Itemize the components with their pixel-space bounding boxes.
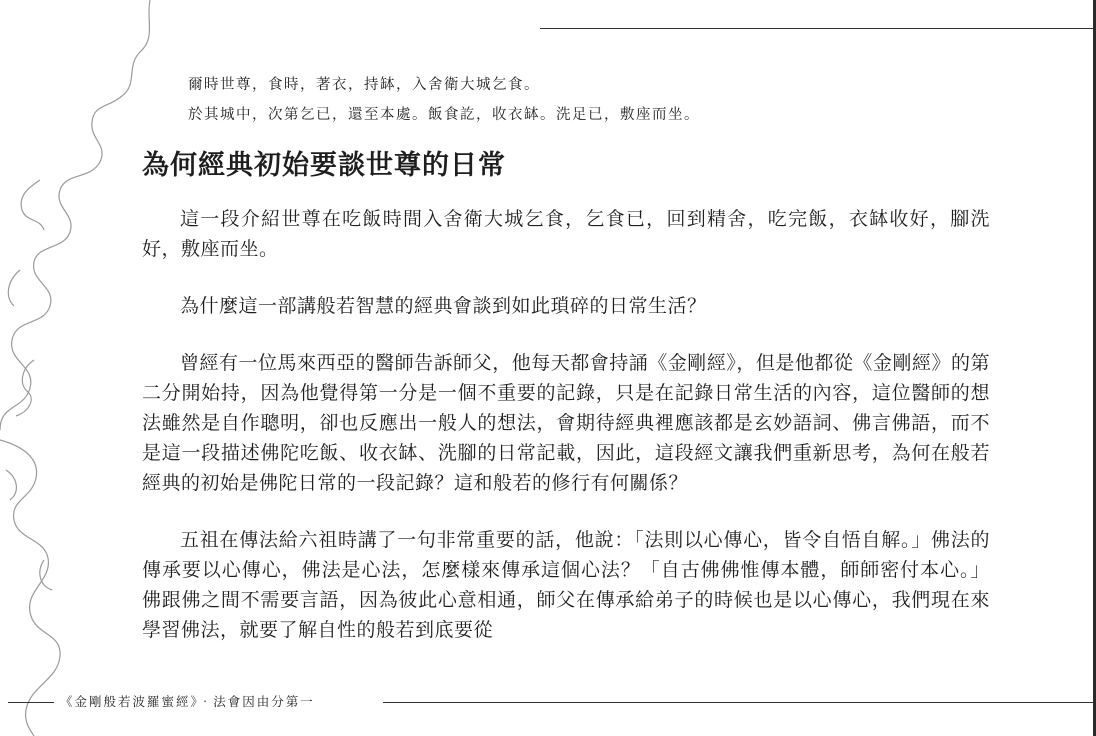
footer-rule-right (383, 702, 1093, 703)
header-rule (540, 28, 1093, 29)
paragraph-4: 五祖在傳法給六祖時講了一句非常重要的話，他說：「法則以心傳心，皆令自悟自解。」佛法的傳承要以心傳心，佛法是心法，怎麼樣來傳承這個心法？「自古佛佛惟傳本體，師師密付本心。」佛跟佛之間不需要言語，因為彼此心意相通，師父在傳承給弟子的時候也是以心傳心，我們現在來學習佛法，就要了解自性的般若到底要從 (142, 529, 990, 641)
section-title: 為何經典初始要談世尊的日常 (142, 150, 506, 181)
footer-rule-left (8, 702, 54, 703)
paragraph-1: 這一段介紹世尊在吃飯時間入舍衛大城乞食，乞食已，回到精舍，吃完飯，衣缽收好，腳洗好，敷座而坐。 (142, 208, 990, 260)
paragraph-2: 為什麼這一部講般若智慧的經典會談到如此瑣碎的日常生活？ (180, 295, 707, 317)
sutra-quote (188, 70, 1008, 130)
footer-label: 《金剛般若波羅蜜經》‧法會因由分第一 (60, 694, 315, 709)
paragraph-3: 曾經有一位馬來西亞的醫師告訴師父，他每天都會持誦《金剛經》，但是他都從《金剛經》的第二分開始持，因為他覺得第一分是一個不重要的記錄，只是在記錄日常生活的內容，這位醫師的想法雖然是自作聰明，卻也反應出一般人的想法，會期待經典裡應該都是玄妙語詞、佛言佛語，而不是這一段描述佛陀吃飯、收衣缽、洗腳的日常記載，因此，這段經文讓我們重新思考，為何在般若經典的初始是佛陀日常的一段記錄？這和般若的修行有何關係？ (142, 352, 990, 494)
sutra-line-1: 爾時世尊，食時，著衣，持缽，入舍衛大城乞食。 (188, 77, 540, 93)
sutra-line-2: 於其城中，次第乞已，還至本處。飯食訖，收衣缽。洗足已，敷座而坐。 (188, 107, 700, 123)
page-footer (0, 690, 1096, 714)
body-text (142, 204, 990, 672)
torn-paper-edge-decoration (0, 0, 160, 736)
